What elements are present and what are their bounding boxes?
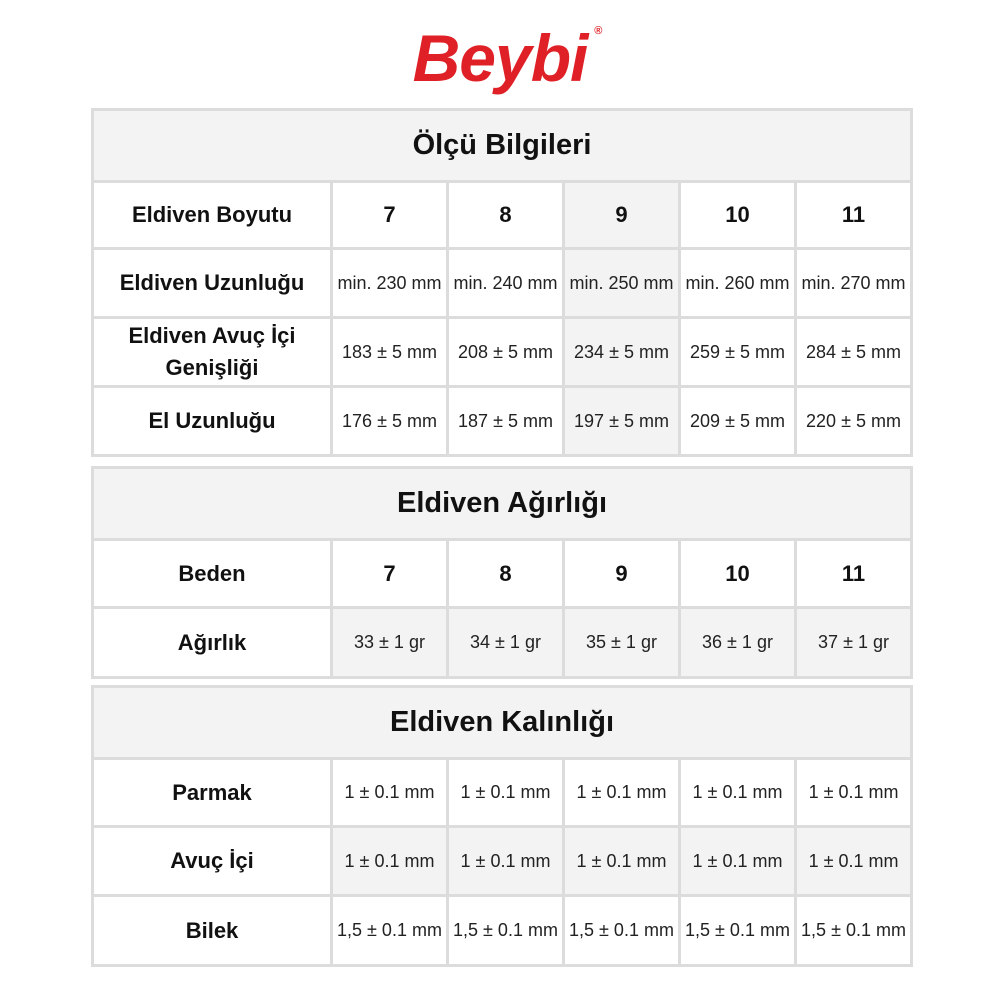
brand-logo — [0, 22, 1000, 94]
value-cell: 183 ± 5 mm — [332, 318, 448, 387]
value-cell: 1,5 ± 0.1 mm — [564, 896, 680, 966]
value-cell: 234 ± 5 mm — [564, 318, 680, 387]
row-label: Beden — [93, 540, 332, 608]
value-cell: 1 ± 0.1 mm — [796, 759, 912, 827]
value-cell: 35 ± 1 gr — [564, 608, 680, 678]
value-cell: 1 ± 0.1 mm — [564, 827, 680, 896]
section-title: Eldiven Ağırlığı — [93, 468, 912, 540]
registered-mark: ® — [594, 25, 602, 37]
value-cell: 209 ± 5 mm — [680, 387, 796, 456]
value-cell: 220 ± 5 mm — [796, 387, 912, 456]
value-cell: 1 ± 0.1 mm — [680, 759, 796, 827]
value-cell: 34 ± 1 gr — [448, 608, 564, 678]
row-label: Eldiven Boyutu — [93, 182, 332, 249]
size-header: 8 — [448, 182, 564, 249]
row-label: El Uzunluğu — [93, 387, 332, 456]
value-cell: 1 ± 0.1 mm — [448, 759, 564, 827]
section-title: Eldiven Kalınlığı — [93, 687, 912, 759]
size-info-table — [91, 108, 913, 457]
value-cell: 1 ± 0.1 mm — [564, 759, 680, 827]
size-header: 10 — [680, 182, 796, 249]
value-cell: 1,5 ± 0.1 mm — [796, 896, 912, 966]
value-cell: 1 ± 0.1 mm — [332, 759, 448, 827]
size-header: 9 — [564, 182, 680, 249]
value-cell: 176 ± 5 mm — [332, 387, 448, 456]
value-cell: 1 ± 0.1 mm — [680, 827, 796, 896]
value-cell: 197 ± 5 mm — [564, 387, 680, 456]
value-cell: 1,5 ± 0.1 mm — [448, 896, 564, 966]
brand-name: Beybi ® — [412, 21, 602, 95]
size-header: 11 — [796, 540, 912, 608]
thickness-table — [91, 685, 913, 967]
value-cell: min. 270 mm — [796, 249, 912, 318]
size-header: 10 — [680, 540, 796, 608]
value-cell: 259 ± 5 mm — [680, 318, 796, 387]
size-header: 8 — [448, 540, 564, 608]
value-cell: min. 230 mm — [332, 249, 448, 318]
row-label: Ağırlık — [93, 608, 332, 678]
value-cell: 284 ± 5 mm — [796, 318, 912, 387]
weight-table — [91, 466, 913, 679]
value-cell: min. 240 mm — [448, 249, 564, 318]
row-label: Bilek — [93, 896, 332, 966]
value-cell: 1,5 ± 0.1 mm — [680, 896, 796, 966]
row-label: Avuç İçi — [93, 827, 332, 896]
value-cell: 37 ± 1 gr — [796, 608, 912, 678]
value-cell: min. 250 mm — [564, 249, 680, 318]
value-cell: 208 ± 5 mm — [448, 318, 564, 387]
row-label: Parmak — [93, 759, 332, 827]
value-cell: 36 ± 1 gr — [680, 608, 796, 678]
size-header: 7 — [332, 182, 448, 249]
row-label: Eldiven Uzunluğu — [93, 249, 332, 318]
size-header: 9 — [564, 540, 680, 608]
value-cell: 1,5 ± 0.1 mm — [332, 896, 448, 966]
size-header: 7 — [332, 540, 448, 608]
value-cell: 187 ± 5 mm — [448, 387, 564, 456]
value-cell: min. 260 mm — [680, 249, 796, 318]
row-label: Eldiven Avuç İçi Genişliği — [93, 318, 332, 387]
value-cell: 1 ± 0.1 mm — [796, 827, 912, 896]
value-cell: 1 ± 0.1 mm — [332, 827, 448, 896]
section-title: Ölçü Bilgileri — [93, 110, 912, 182]
value-cell: 1 ± 0.1 mm — [448, 827, 564, 896]
size-header: 11 — [796, 182, 912, 249]
value-cell: 33 ± 1 gr — [332, 608, 448, 678]
